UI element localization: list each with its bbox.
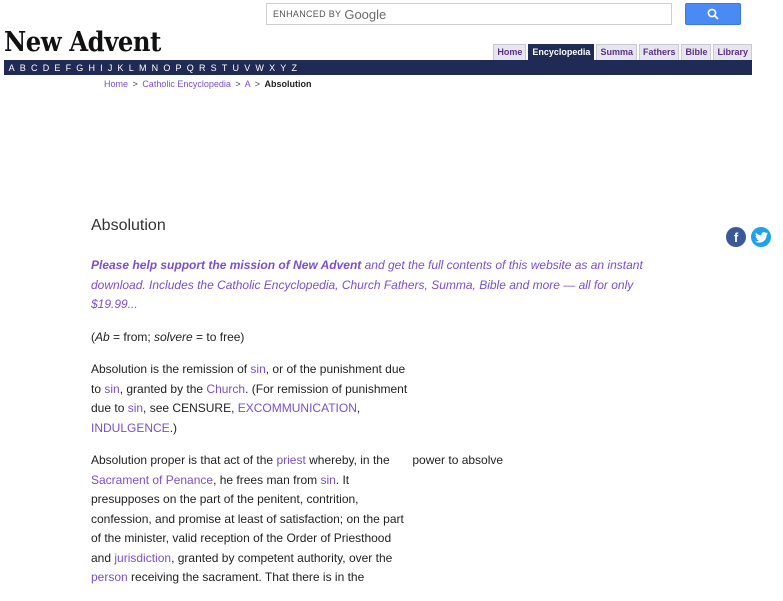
alphabet-letter-w[interactable]: W xyxy=(255,62,264,73)
breadcrumb-separator: > xyxy=(254,79,260,89)
alphabet-letter-f[interactable]: F xyxy=(65,62,72,73)
definition-paragraph xyxy=(91,360,409,438)
link-person[interactable]: person xyxy=(91,570,128,584)
link-sin[interactable]: sin xyxy=(104,381,120,396)
support-banner-bold[interactable]: Please help support the mission of New Advent xyxy=(91,258,362,272)
link-excommunication[interactable]: EXCOMMUNICATION xyxy=(237,401,357,415)
tab-library[interactable]: Library xyxy=(713,44,752,61)
link-sin[interactable]: sin xyxy=(320,472,336,487)
alphabet-letter-c[interactable]: C xyxy=(31,62,38,73)
text: power to absolve xyxy=(412,453,504,467)
alphabet-index-bar xyxy=(4,60,752,75)
alphabet-letter-i[interactable]: I xyxy=(100,62,103,73)
link-church[interactable]: Church xyxy=(206,381,246,396)
text: Absolution proper is that act of the xyxy=(91,453,277,467)
body-paragraph-wide xyxy=(409,453,503,467)
alphabet-letter-e[interactable]: E xyxy=(54,62,61,73)
breadcrumb-letter[interactable]: A xyxy=(244,79,251,89)
text: = from; xyxy=(109,329,155,344)
alphabet-letter-a[interactable]: A xyxy=(8,62,15,73)
tab-encyclopedia[interactable]: Encyclopedia xyxy=(528,44,594,61)
text: Absolution is the remission of xyxy=(91,362,251,376)
main-nav-tabs xyxy=(493,44,752,61)
alphabet-letter-t[interactable]: T xyxy=(221,62,228,73)
link-jurisdiction[interactable]: jurisdiction xyxy=(114,550,172,565)
support-banner[interactable] xyxy=(91,256,661,315)
search-google-brand: Google xyxy=(344,6,387,22)
alphabet-letter-b[interactable]: B xyxy=(19,62,26,73)
breadcrumb-separator: > xyxy=(235,79,241,89)
alphabet-letter-m[interactable]: M xyxy=(138,62,147,73)
tab-bible[interactable]: Bible xyxy=(681,44,711,61)
tab-fathers[interactable]: Fathers xyxy=(639,44,680,61)
text: , granted by the xyxy=(119,381,207,396)
alphabet-letter-r[interactable]: R xyxy=(198,62,206,73)
body-paragraph xyxy=(91,451,661,588)
link-sin[interactable]: sin xyxy=(250,362,266,376)
alphabet-letter-y[interactable]: Y xyxy=(280,62,287,73)
text: . It presupposes on the part of the penitent, contrition, confession, and promise at least of satisfaction; on the part of the minister, valid reception of the Order of Priesthood and xyxy=(91,472,404,565)
search-button[interactable] xyxy=(685,3,741,25)
breadcrumb-separator: > xyxy=(132,79,138,89)
body-paragraph-narrow xyxy=(91,451,409,588)
etymology-paragraph xyxy=(91,328,661,348)
breadcrumb-catholic-encyclopedia[interactable]: Catholic Encyclopedia xyxy=(142,79,231,89)
text: , see CENSURE, xyxy=(143,401,238,415)
alphabet-letter-g[interactable]: G xyxy=(76,62,84,73)
alphabet-letter-q[interactable]: Q xyxy=(186,62,194,73)
alphabet-letter-d[interactable]: D xyxy=(42,62,50,73)
alphabet-letter-l[interactable]: L xyxy=(128,62,134,73)
search-enhanced-label: ENHANCED BY xyxy=(273,9,342,19)
search-icon xyxy=(707,8,719,20)
link-sin[interactable]: sin xyxy=(127,401,144,415)
text: receiving the sacrament. That there is in the xyxy=(127,570,365,584)
site-logo[interactable]: New Advent xyxy=(4,27,161,58)
text: , granted by competent authority, over the xyxy=(171,550,393,565)
search-input[interactable] xyxy=(266,3,672,25)
alphabet-letter-k[interactable]: K xyxy=(117,62,124,73)
text: whereby, in the xyxy=(305,453,390,467)
twitter-icon xyxy=(755,232,768,243)
alphabet-letter-o[interactable]: O xyxy=(163,62,171,73)
alphabet-letter-h[interactable]: H xyxy=(88,62,95,73)
text-italic: solvere xyxy=(154,329,193,344)
breadcrumb xyxy=(104,79,311,89)
link-sacrament-of-penance[interactable]: Sacrament of Penance xyxy=(91,472,214,487)
text: = to free) xyxy=(192,329,245,344)
social-share xyxy=(726,227,771,247)
alphabet-letter-s[interactable]: S xyxy=(210,62,217,73)
text-italic: Ab xyxy=(95,329,110,344)
article-content xyxy=(91,256,661,601)
facebook-share-button[interactable] xyxy=(726,227,746,247)
alphabet-letter-x[interactable]: X xyxy=(269,62,276,73)
link-indulgence[interactable]: INDULGENCE xyxy=(91,420,170,435)
breadcrumb-current: Absolution xyxy=(264,79,312,89)
alphabet-letter-j[interactable]: J xyxy=(107,62,113,73)
alphabet-letter-z[interactable]: Z xyxy=(291,62,297,73)
link-priest[interactable]: priest xyxy=(276,453,306,467)
text: . (For remission of punishment due to xyxy=(91,381,408,415)
page-title: Absolution xyxy=(91,217,166,234)
facebook-icon: f xyxy=(733,229,739,245)
breadcrumb-home[interactable]: Home xyxy=(104,79,129,89)
alphabet-letter-n[interactable]: N xyxy=(151,62,159,73)
text: .) xyxy=(169,420,178,435)
alphabet-letter-v[interactable]: V xyxy=(244,62,251,73)
text: , or of the punishment due to xyxy=(91,362,406,396)
tab-summa[interactable]: Summa xyxy=(596,44,637,61)
support-banner-text[interactable]: and get the full contents of this website as an instant download. Includes the Catholic Encyclopedia, Church Fathers, Summa, Bible and more — all for only $19.99... xyxy=(91,258,643,311)
text: ( xyxy=(91,329,95,344)
tab-home[interactable]: Home xyxy=(493,44,526,61)
text: , xyxy=(356,401,361,415)
twitter-share-button[interactable] xyxy=(751,227,771,247)
alphabet-letter-u[interactable]: U xyxy=(232,62,240,73)
alphabet-letter-p[interactable]: P xyxy=(175,62,182,73)
text: , he frees man from xyxy=(213,472,321,487)
